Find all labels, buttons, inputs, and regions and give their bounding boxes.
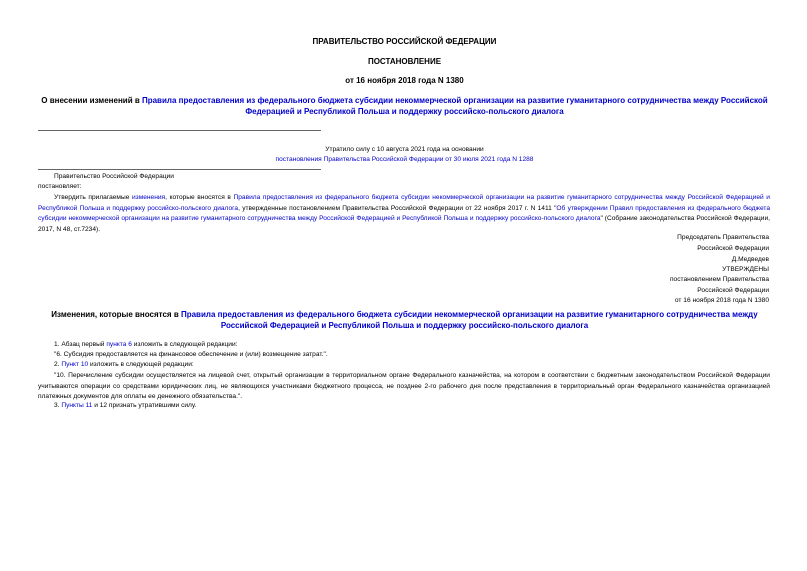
item-3-point-11-link[interactable]: Пункты 11 [61, 402, 93, 409]
item-3-text-b: и 12 признать утратившими силу. [92, 402, 197, 409]
preamble-line2: постановляет: [38, 183, 82, 190]
item-1-point-6-link[interactable]: пункта 6 [106, 341, 132, 348]
decree-1411-link[interactable]: Об утверждении Правил предоставления из федерального бюджета субсидии некоммерческой организации на развитие гуманитарного сотрудничества между Российской Федерацией и Республикой Польша и поддержку российско-польского диалога [38, 204, 771, 222]
approved-date: от 16 ноября 2018 года N 1380 [674, 297, 769, 304]
approved-label: УТВЕРЖДЕНЫ [722, 266, 769, 273]
item-2-point-10-link[interactable]: Пункт 10 [61, 361, 89, 368]
approve-text-4: " (Собрание законодательства Российской Федерации, 2017, N 48, ст.7234). [38, 215, 770, 233]
title-rules-link[interactable]: Правила предоставления из федерального бюджета субсидии некоммерческой организации на развитие гуманитарного сотрудничества между Российской Федерацией и Республикой Польша и поддержку российско-польского диалога [141, 96, 768, 116]
item-1 [54, 341, 237, 348]
document-type: ПОСТАНОВЛЕНИЕ [367, 57, 442, 66]
changes-link[interactable]: изменения [131, 194, 166, 201]
item-1-quote: "6. Субсидия предоставляется на финансовое обеспечение и (или) возмещение затрат.". [54, 351, 328, 358]
approved-line3: Российской Федерации [697, 287, 769, 294]
item-3 [54, 402, 196, 409]
repeal-decree-link[interactable]: постановления Правительства Российской Федерации от 30 июля 2021 года N 1288 [275, 156, 534, 163]
status-line: Утратило силу с 10 августа 2021 года на основании [325, 146, 484, 153]
title-prefix: О внесении изменений в [41, 96, 142, 105]
approve-text-3: , утвержденные постановлением Правительства Российской Федерации от 22 ноября 2017 г. N 1411 " [238, 204, 557, 212]
divider-bottom [38, 169, 321, 170]
item-2 [54, 361, 194, 368]
item-3-text-a: 3. [54, 402, 62, 409]
signature-country: Российской Федерации [697, 245, 769, 252]
approved-line2: постановлением Правительства [669, 276, 769, 283]
approve-text-1: Утвердить прилагаемые [54, 194, 132, 201]
approve-text-2: , которые вносятся в [165, 194, 234, 201]
document-title [38, 95, 771, 117]
item-2-quote: "10. Перечисление субсидии осуществляется на лицевой счет, открытый организации в территориальном органе Федерального казначейства, на котором в соответствии с бюджетным законодательством Российской Федерации учитываются операции со средствами юридических лиц, не являющихся участниками бюджетного процесса, не позднее 2-го рабочего дня после представления в территориальный орган Федерального казначейства организацией платежных документов для оплаты ее денежного обязательства.". [38, 372, 770, 400]
rules-link[interactable]: Правила предоставления из федерального бюджета субсидии некоммерческой организации на развитие гуманитарного сотрудничества между Российской Федерацией и Республикой Польша и поддержку российско-польского диалога [38, 194, 770, 212]
changes-title-prefix: Изменения, которые вносятся в [51, 310, 181, 319]
approve-paragraph [38, 193, 770, 235]
item-1-text-b: изложить в следующей редакции: [131, 341, 238, 348]
divider-top [38, 130, 321, 131]
changes-title-rules-link[interactable]: Правила предоставления из федерального бюджета субсидии некоммерческой организации на развитие гуманитарного сотрудничества между Российской Федерацией и Республикой Польша и поддержку российско-польского диалога [180, 310, 758, 330]
item-2-text-b: изложить в следующей редакции: [88, 361, 194, 368]
signature-name: Д.Медведев [731, 256, 769, 263]
preamble-line1: Правительство Российской Федерации [54, 173, 174, 180]
changes-title [38, 309, 771, 331]
government-heading: ПРАВИТЕЛЬСТВО РОССИЙСКОЙ ФЕДЕРАЦИИ [312, 37, 497, 46]
item-2-text-a: 2. [54, 361, 62, 368]
signature-title: Председатель Правительства [677, 234, 769, 241]
item-1-text-a: 1. Абзац первый [54, 341, 107, 348]
document-date: от 16 ноября 2018 года N 1380 [345, 76, 464, 85]
